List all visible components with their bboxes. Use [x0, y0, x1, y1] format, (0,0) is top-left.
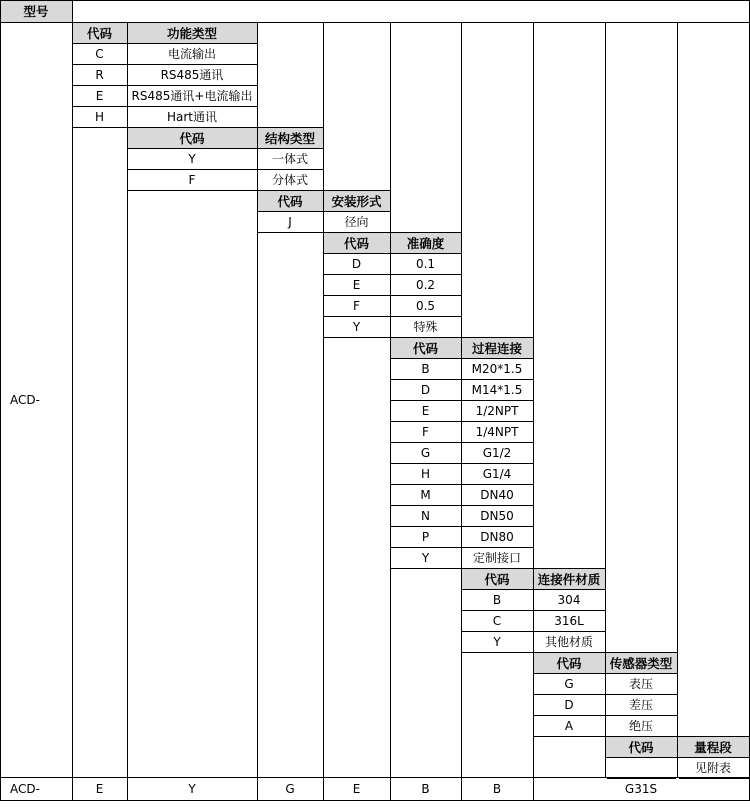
option-code: P — [421, 529, 430, 544]
group-header-function: 功能类型 — [127, 22, 257, 43]
grid-line — [461, 337, 462, 569]
option-label: 1/4NPT — [475, 424, 519, 439]
option-label: RS485通讯+电流输出 — [131, 89, 253, 103]
grid-line — [127, 22, 128, 128]
grid-line — [323, 232, 324, 801]
grid-line — [390, 379, 534, 380]
option-code: H — [94, 109, 105, 124]
grid-line — [533, 568, 534, 653]
grid-line — [0, 0, 750, 1]
example-code: E — [95, 781, 104, 796]
option-code: Y — [421, 550, 430, 565]
grid-line — [127, 148, 324, 149]
merge-cover — [676, 778, 679, 800]
option-label: Hart通讯 — [166, 110, 218, 124]
option-code: D — [351, 256, 362, 271]
option-label: G1/4 — [482, 466, 512, 481]
option-label: M20*1.5 — [471, 361, 523, 376]
option-label: 差压 — [628, 698, 653, 712]
grid-line — [390, 337, 534, 338]
option-label: 0.1 — [415, 256, 436, 271]
option-code: A — [564, 718, 574, 733]
option-label: 表压 — [628, 677, 653, 691]
option-code: F — [422, 424, 429, 439]
group-header-accuracy: 准确度 — [390, 232, 461, 253]
grid-line — [677, 22, 678, 737]
grid-line — [605, 22, 606, 653]
grid-line — [390, 442, 534, 443]
code-header: 代码 — [257, 190, 323, 211]
example-code: E — [352, 781, 361, 796]
option-code: E — [95, 88, 104, 103]
grid-line — [461, 568, 462, 801]
grid-line — [127, 169, 324, 170]
merge-cover — [604, 778, 607, 800]
option-code: F — [353, 298, 360, 313]
option-code: Y — [352, 319, 361, 334]
option-code — [605, 757, 677, 778]
group-header-range: 量程段 — [677, 736, 749, 757]
option-code: F — [188, 172, 196, 187]
example-code: B — [421, 781, 430, 796]
code-header: 代码 — [127, 127, 257, 148]
option-code: Y — [188, 151, 196, 166]
option-code: J — [288, 214, 292, 229]
option-label: 其他材质 — [544, 635, 593, 649]
grid-line — [323, 253, 462, 254]
base-model-label: ACD- — [10, 392, 40, 407]
option-label: RS485通讯 — [160, 68, 224, 82]
grid-line — [323, 274, 462, 275]
grid-line — [257, 190, 391, 191]
option-code: G — [564, 676, 574, 691]
grid-line — [390, 484, 534, 485]
option-label: G1/2 — [482, 445, 512, 460]
grid-line — [323, 232, 462, 233]
option-label: DN50 — [480, 508, 514, 523]
grid-line — [127, 127, 128, 801]
option-code: C — [95, 46, 104, 61]
grid-line — [323, 190, 324, 233]
example-model-prefix: ACD- — [10, 781, 40, 796]
grid-line — [257, 127, 258, 191]
grid-line — [72, 22, 73, 801]
example-code: G — [285, 781, 295, 796]
option-label: DN80 — [480, 529, 514, 544]
grid-line — [461, 22, 462, 338]
code-header: 代码 — [72, 22, 127, 43]
option-label: 分体式 — [271, 173, 308, 187]
example-code: Y — [188, 781, 196, 796]
option-label: 特殊 — [413, 320, 438, 334]
grid-line — [323, 316, 462, 317]
grid-line — [390, 526, 534, 527]
example-code: G31S — [624, 781, 658, 796]
grid-line — [390, 358, 534, 359]
code-header: 代码 — [323, 232, 390, 253]
model-header: 型号 — [0, 0, 72, 22]
option-label: 见附表 — [694, 761, 731, 775]
grid-line — [390, 421, 534, 422]
option-code: E — [421, 403, 430, 418]
option-label: 316L — [554, 613, 584, 628]
grid-line — [323, 22, 324, 191]
grid-line — [605, 757, 606, 778]
grid-line — [72, 106, 258, 107]
grid-line — [72, 85, 258, 86]
option-code: C — [492, 613, 502, 628]
grid-line — [533, 22, 534, 569]
option-code: N — [421, 508, 430, 523]
option-label: 一体式 — [271, 152, 308, 166]
option-code: D — [564, 697, 574, 712]
group-header-material: 连接件材质 — [533, 568, 605, 589]
code-header: 代码 — [533, 652, 605, 673]
option-code: Y — [493, 634, 501, 649]
grid-line — [390, 400, 534, 401]
option-label: 电流输出 — [167, 47, 216, 61]
option-label: 0.5 — [415, 298, 436, 313]
grid-line — [72, 64, 258, 65]
grid-line — [0, 800, 750, 801]
group-header-mount: 安装形式 — [323, 190, 390, 211]
option-label: 定制接口 — [472, 551, 521, 565]
grid-line — [390, 22, 391, 233]
option-label: 0.2 — [415, 277, 436, 292]
option-code: H — [420, 466, 431, 481]
code-header: 代码 — [605, 736, 677, 757]
group-header-process: 过程连接 — [461, 337, 533, 358]
group-header-sensor: 传感器类型 — [605, 652, 677, 673]
group-header-structure: 结构类型 — [257, 127, 323, 148]
grid-line — [390, 337, 391, 801]
option-code: E — [352, 277, 361, 292]
option-label: 1/2NPT — [475, 403, 519, 418]
grid-line — [257, 190, 258, 801]
grid-line — [390, 547, 534, 548]
option-label: 径向 — [344, 215, 369, 229]
code-header: 代码 — [461, 568, 533, 589]
option-label: 304 — [557, 592, 581, 607]
grid-line — [72, 43, 258, 44]
option-code: M — [420, 487, 431, 502]
grid-line — [257, 211, 391, 212]
option-code: B — [421, 361, 430, 376]
grid-line — [605, 652, 606, 737]
option-label: DN40 — [480, 487, 514, 502]
grid-line — [72, 22, 258, 23]
grid-line — [390, 463, 534, 464]
grid-line — [390, 505, 534, 506]
option-code: G — [420, 445, 431, 460]
option-code: B — [492, 592, 502, 607]
grid-line — [390, 232, 391, 338]
grid-line — [323, 295, 462, 296]
option-label: 绝压 — [628, 719, 653, 733]
option-label: M14*1.5 — [471, 382, 523, 397]
grid-line — [127, 127, 324, 128]
example-code: B — [492, 781, 502, 796]
option-code: R — [95, 67, 104, 82]
code-header: 代码 — [390, 337, 461, 358]
grid-line — [257, 22, 258, 128]
grid-line — [677, 736, 678, 779]
option-code: D — [420, 382, 431, 397]
